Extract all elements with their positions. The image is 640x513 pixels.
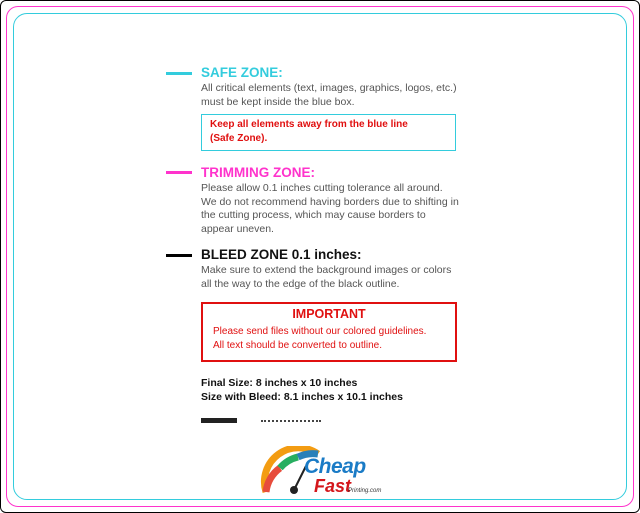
bleed-zone-text-line-2: all the way to the edge of the black outline. bbox=[201, 277, 400, 290]
bleed-zone-marker bbox=[166, 254, 192, 257]
safe-zone-note-line-2: (Safe Zone). bbox=[210, 132, 268, 144]
final-size: Final Size: 8 inches x 10 inches bbox=[201, 377, 358, 389]
logo-fast-text: Fast bbox=[314, 476, 352, 496]
safe-zone-text-line-2: must be kept inside the blue box. bbox=[201, 95, 355, 108]
safe-zone-note-line-1: Keep all elements away from the blue line bbox=[210, 119, 408, 130]
important-line-2: All text should be converted to outline. bbox=[213, 339, 382, 351]
logo-cheap-text: Cheap bbox=[304, 455, 366, 478]
important-box bbox=[201, 302, 457, 362]
company-logo bbox=[258, 446, 388, 502]
trimming-zone-text-line-2: We do not recommend having borders due to shifting in bbox=[201, 195, 459, 208]
safe-zone-marker bbox=[166, 72, 192, 75]
cutoff-dots bbox=[261, 420, 321, 423]
trimming-zone-text-line-1: Please allow 0.1 inches cutting tolerance all around. bbox=[201, 182, 443, 194]
trimming-zone-text-line-4: appear uneven. bbox=[201, 222, 274, 235]
important-line-1: Please send files without our colored guidelines. bbox=[213, 326, 427, 337]
safe-zone-note-box bbox=[201, 114, 456, 151]
trimming-zone-text-line-3: the cutting process, which may cause borders to bbox=[201, 209, 426, 221]
size-with-bleed: Size with Bleed: 8.1 inches x 10.1 inches bbox=[201, 391, 403, 403]
important-title: IMPORTANT bbox=[292, 307, 366, 321]
bleed-zone-text-line-1: Make sure to extend the background images or colors bbox=[201, 264, 452, 276]
cutoff-strip bbox=[201, 415, 341, 423]
bleed-zone-heading: BLEED ZONE 0.1 inches: bbox=[201, 247, 362, 262]
safe-zone-text-line-1: All critical elements (text, images, graphics, logos, etc.) bbox=[201, 82, 457, 94]
trimming-zone-marker bbox=[166, 171, 192, 174]
logo-printing-text: Printing.com bbox=[348, 488, 382, 494]
trimming-zone-heading: TRIMMING ZONE: bbox=[201, 165, 315, 180]
cutoff-block bbox=[201, 418, 237, 423]
safe-zone-heading: SAFE ZONE: bbox=[201, 65, 283, 80]
